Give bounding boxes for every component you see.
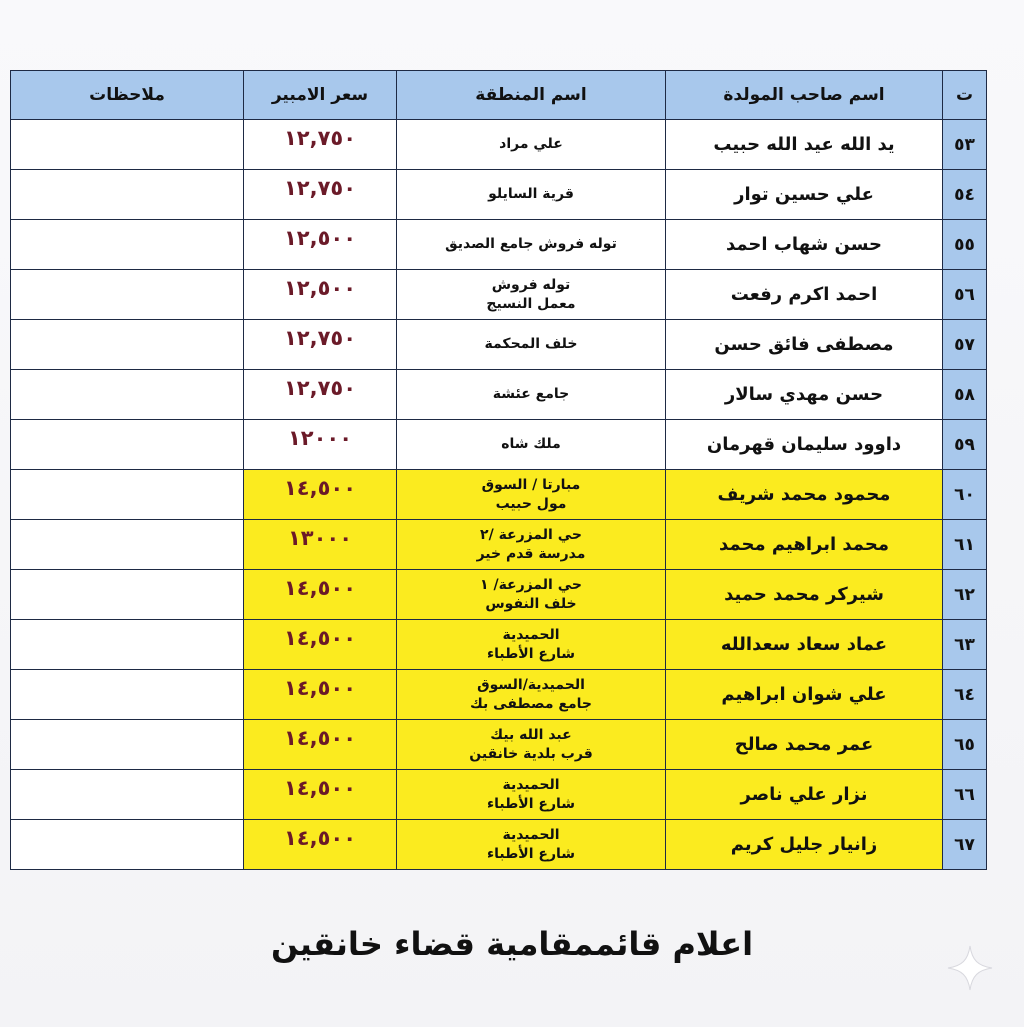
area-line: خلف المحكمة xyxy=(484,336,578,352)
table-row xyxy=(11,170,987,220)
area-line: عبد الله بيك xyxy=(490,726,572,743)
row-number: ٦٧ xyxy=(943,820,987,870)
amp-price: ١٤,٥٠٠ xyxy=(244,620,397,670)
area-line: قرب بلدية خانقين xyxy=(469,745,593,762)
notes-cell xyxy=(11,520,244,570)
row-number: ٥٧ xyxy=(943,320,987,370)
area-name xyxy=(397,120,666,170)
notes-cell xyxy=(11,170,244,220)
area-line: توله فروش جامع الصديق xyxy=(445,236,617,252)
header-price: سعر الامبير xyxy=(244,71,397,120)
amp-price: ١٤,٥٠٠ xyxy=(244,470,397,520)
owner-name: داوود سليمان قهرمان xyxy=(666,420,943,470)
owner-name: علي شوان ابراهيم xyxy=(666,670,943,720)
amp-price: ١٢,٧٥٠ xyxy=(244,170,397,220)
row-number: ٦٦ xyxy=(943,770,987,820)
row-number: ٥٨ xyxy=(943,370,987,420)
area-line: شارع الأطباء xyxy=(486,845,576,862)
table-row xyxy=(11,620,987,670)
table-row xyxy=(11,670,987,720)
row-number: ٦٤ xyxy=(943,670,987,720)
amp-price: ١٤,٥٠٠ xyxy=(244,820,397,870)
owner-name: عماد سعاد سعدالله xyxy=(666,620,943,670)
area-line: الحميدية xyxy=(502,776,560,793)
area-name xyxy=(397,520,666,570)
owner-name: مصطفى فائق حسن xyxy=(666,320,943,370)
table-row xyxy=(11,220,987,270)
area-name xyxy=(397,320,666,370)
area-line: جامع مصطفى بك xyxy=(470,695,592,712)
table-body xyxy=(11,120,987,870)
amp-price: ١٢,٧٥٠ xyxy=(244,120,397,170)
area-line: شارع الأطباء xyxy=(486,645,576,662)
row-number: ٥٥ xyxy=(943,220,987,270)
area-line: حي المزرعة /٢ xyxy=(480,526,582,543)
amp-price: ١٤,٥٠٠ xyxy=(244,570,397,620)
owner-name: علي حسين توار xyxy=(666,170,943,220)
row-number: ٥٤ xyxy=(943,170,987,220)
table-row xyxy=(11,370,987,420)
row-number: ٥٦ xyxy=(943,270,987,320)
amp-price: ١٤,٥٠٠ xyxy=(244,720,397,770)
amp-price: ١٤,٥٠٠ xyxy=(244,670,397,720)
amp-price: ١٤,٥٠٠ xyxy=(244,770,397,820)
table-row xyxy=(11,820,987,870)
footer-title: اعلام قائممقامية قضاء خانقين xyxy=(270,925,754,963)
notes-cell xyxy=(11,770,244,820)
area-line: علي مراد xyxy=(499,136,563,152)
table-row xyxy=(11,270,987,320)
owner-name: احمد اكرم رفعت xyxy=(666,270,943,320)
notes-cell xyxy=(11,270,244,320)
area-name xyxy=(397,620,666,670)
area-line: شارع الأطباء xyxy=(486,795,576,812)
area-line: الحميدية xyxy=(502,826,560,843)
notes-cell xyxy=(11,620,244,670)
notes-cell xyxy=(11,220,244,270)
owner-name: يد الله عيد الله حبيب xyxy=(666,120,943,170)
area-name xyxy=(397,220,666,270)
area-line: قرية السايلو xyxy=(488,186,574,202)
area-line: مدرسة قدم خير xyxy=(476,545,586,562)
area-name xyxy=(397,820,666,870)
area-name xyxy=(397,720,666,770)
generator-table xyxy=(10,70,987,870)
row-number: ٦٥ xyxy=(943,720,987,770)
row-number: ٦٣ xyxy=(943,620,987,670)
header-number: ت xyxy=(943,71,987,120)
table-row xyxy=(11,520,987,570)
notes-cell xyxy=(11,120,244,170)
area-line: الحميدية/السوق xyxy=(477,676,585,693)
notes-cell xyxy=(11,720,244,770)
area-line: الحميدية xyxy=(502,626,560,643)
area-name xyxy=(397,770,666,820)
owner-name: عمر محمد صالح xyxy=(666,720,943,770)
area-name xyxy=(397,470,666,520)
area-name xyxy=(397,570,666,620)
notes-cell xyxy=(11,670,244,720)
notes-cell xyxy=(11,370,244,420)
area-name xyxy=(397,670,666,720)
notes-cell xyxy=(11,320,244,370)
amp-price: ١٢,٥٠٠ xyxy=(244,270,397,320)
owner-name: زانيار جليل كريم xyxy=(666,820,943,870)
owner-name: محمود محمد شريف xyxy=(666,470,943,520)
amp-price: ١٢,٧٥٠ xyxy=(244,370,397,420)
owner-name: نزار علي ناصر xyxy=(666,770,943,820)
notes-cell xyxy=(11,420,244,470)
area-line: جامع عئشة xyxy=(492,386,570,402)
area-name xyxy=(397,270,666,320)
header-owner: اسم صاحب المولدة xyxy=(666,71,943,120)
table-row xyxy=(11,120,987,170)
table-header-row xyxy=(11,71,987,120)
table-row xyxy=(11,470,987,520)
area-name xyxy=(397,370,666,420)
owner-name: حسن شهاب احمد xyxy=(666,220,943,270)
owner-name: شيركر محمد حميد xyxy=(666,570,943,620)
notes-cell xyxy=(11,470,244,520)
area-line: حي المزرعة/ ١ xyxy=(480,576,582,593)
owner-name: حسن مهدي سالار xyxy=(666,370,943,420)
amp-price: ١٢,٧٥٠ xyxy=(244,320,397,370)
area-line: توله فروش xyxy=(491,276,571,293)
area-line: خلف النفوس xyxy=(485,595,577,612)
table-row xyxy=(11,420,987,470)
row-number: ٦٠ xyxy=(943,470,987,520)
owner-name: محمد ابراهيم محمد xyxy=(666,520,943,570)
row-number: ٥٣ xyxy=(943,120,987,170)
area-name xyxy=(397,420,666,470)
table-row xyxy=(11,720,987,770)
amp-price: ١٢٠٠٠ xyxy=(244,420,397,470)
area-name xyxy=(397,170,666,220)
amp-price: ١٢,٥٠٠ xyxy=(244,220,397,270)
table-row xyxy=(11,320,987,370)
row-number: ٦٢ xyxy=(943,570,987,620)
row-number: ٥٩ xyxy=(943,420,987,470)
area-line: ملك شاه xyxy=(501,436,561,452)
amp-price: ١٣٠٠٠ xyxy=(244,520,397,570)
header-area: اسم المنطقة xyxy=(397,71,666,120)
row-number: ٦١ xyxy=(943,520,987,570)
area-line: مول حبيب xyxy=(495,495,567,512)
area-line: معمل النسيج xyxy=(486,295,576,312)
table-row xyxy=(11,770,987,820)
notes-cell xyxy=(11,570,244,620)
sparkle-icon xyxy=(946,944,994,992)
header-notes: ملاحظات xyxy=(11,71,244,120)
area-line: مبارتا / السوق xyxy=(481,476,581,493)
notes-cell xyxy=(11,820,244,870)
table-row xyxy=(11,570,987,620)
